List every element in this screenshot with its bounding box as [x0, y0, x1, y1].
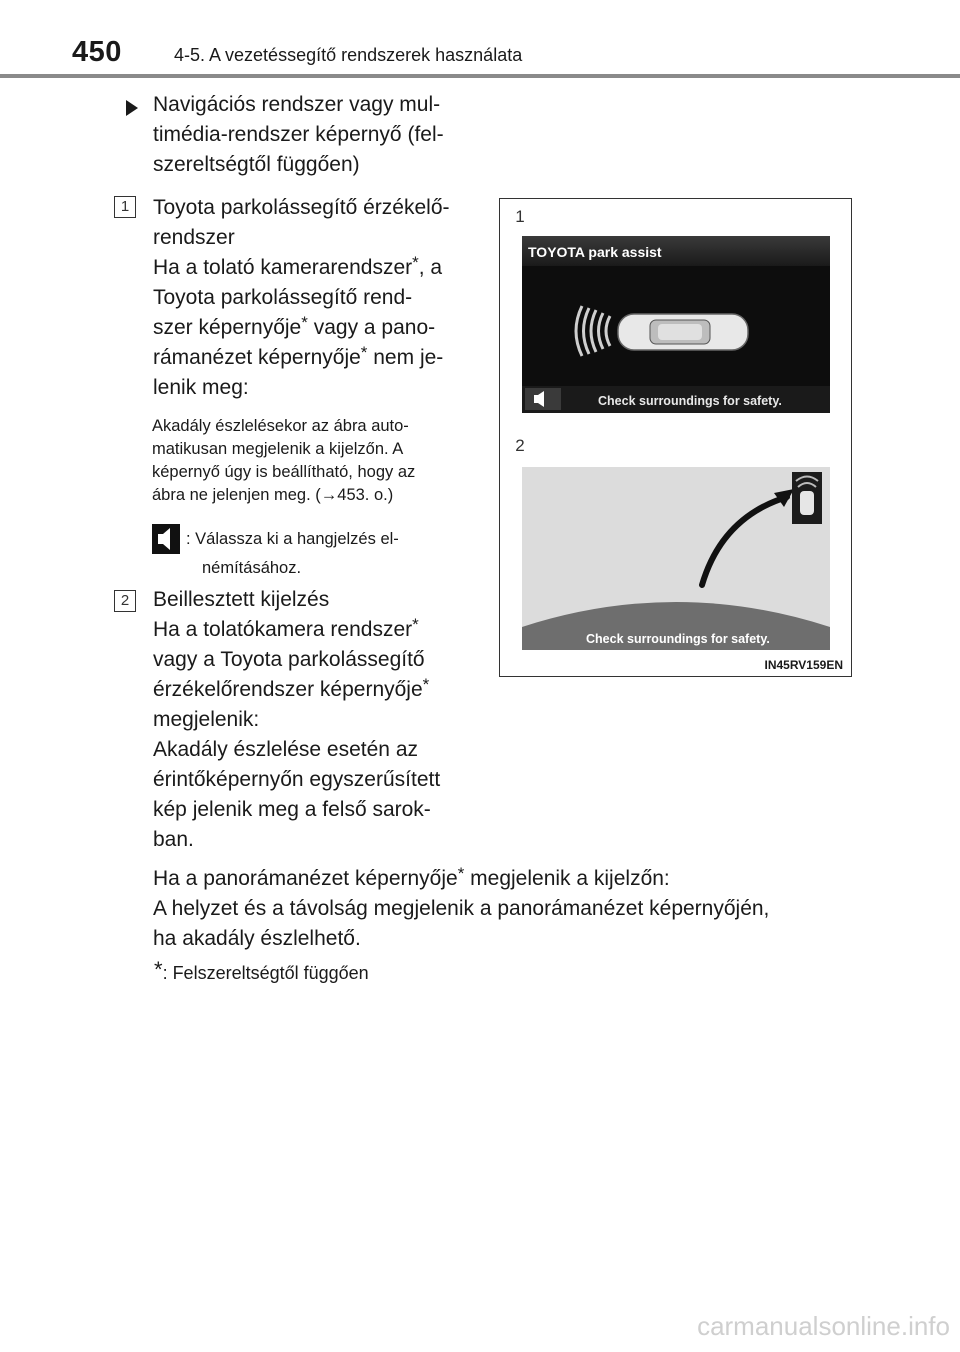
item2-line-1: Beillesztett kijelzés	[153, 588, 330, 611]
panorama-line-2: A helyzet és a távolság megjelenik a panorámanézet képernyőjén,	[153, 897, 770, 920]
park-assist-screen	[522, 236, 830, 413]
item-number-badge-2: 2	[114, 590, 136, 612]
item2-line-3: vagy a Toyota parkolássegítő	[153, 648, 425, 671]
sound-instruction-line-2: némításához.	[202, 559, 302, 577]
figure-label-2: 2	[509, 436, 531, 458]
figure-label-1: 1	[509, 207, 531, 229]
intro-line-2: timédia-rendszer képernyő (fel-	[153, 123, 444, 146]
car-icon	[618, 314, 748, 350]
screen1-title: TOYOTA park assist	[528, 244, 662, 260]
intro-line-1: Navigációs rendszer vagy mul-	[153, 93, 441, 116]
item1-note-line-3: képernyő úgy is beállítható, hogy az	[152, 463, 416, 481]
screen1-message: Check surroundings for safety.	[598, 394, 782, 408]
item1-title-line-1: Toyota parkolássegítő érzékelő-	[153, 196, 450, 219]
item2-line-7: érintőképernyőn egyszerűsített	[153, 768, 441, 791]
item1-note-line-4: ábra ne jelenjen meg. (→453. o.)	[152, 486, 394, 504]
item2-line-5: megjelenik:	[153, 708, 260, 731]
item1-note-line-2: matikusan megjelenik a kijelzőn. A	[152, 440, 404, 458]
item1-condition-line-1: Ha a tolató kamerarendszer*, a	[153, 253, 443, 279]
panorama-line-3: ha akadály észlelhető.	[153, 927, 361, 950]
page-number: 450	[72, 36, 122, 68]
item2-line-8: kép jelenik meg a felső sarok-	[153, 798, 431, 821]
page-header	[0, 0, 960, 78]
screen2-message: Check surroundings for safety.	[586, 632, 770, 646]
figure-code: IN45RV159EN	[764, 658, 843, 672]
section-title: 4-5. A vezetéssegítő rendszerek használata	[174, 45, 523, 65]
speaker-icon	[152, 524, 180, 554]
item1-condition-line-4: rámanézet képernyője* nem je-	[153, 343, 444, 369]
display-figure	[499, 198, 852, 677]
sound-instruction-line-1: : Válassza ki a hangjelzés el-	[186, 530, 399, 548]
header-divider	[0, 74, 960, 78]
item1-title-line-2: rendszer	[153, 226, 235, 249]
item1-condition-line-3: szer képernyője* vagy a pano-	[153, 313, 436, 339]
item1-condition-line-2: Toyota parkolássegítő rend-	[153, 286, 413, 309]
item2-line-9: ban.	[153, 828, 194, 851]
item1-note-line-1: Akadály észlelésekor az ábra auto-	[152, 417, 409, 435]
item-number-badge-1: 1	[114, 196, 136, 218]
intro-line-3: szereltségtől függően)	[153, 153, 360, 176]
item2-line-6: Akadály észlelése esetén az	[153, 738, 418, 761]
item1-condition-line-5: lenik meg:	[153, 376, 249, 399]
panorama-line-1: Ha a panorámanézet képernyője* megjelenik a kijelzőn:	[153, 864, 670, 890]
footnote: *: Felszereltségtől függően	[154, 957, 369, 983]
arrow-bullet-icon	[126, 100, 138, 116]
item2-line-2: Ha a tolatókamera rendszer*	[153, 615, 419, 641]
watermark: carmanualsonline.info	[697, 1311, 950, 1341]
item2-line-4: érzékelőrendszer képernyője*	[153, 675, 430, 701]
inset-display-screen	[522, 467, 830, 650]
